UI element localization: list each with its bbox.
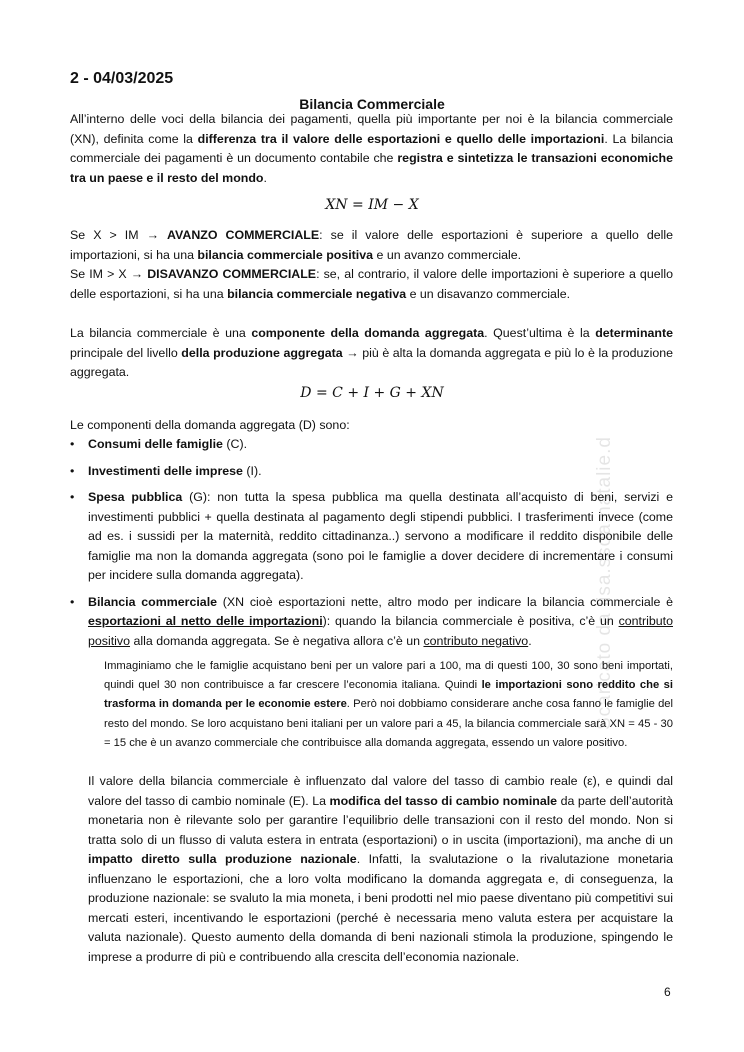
- section-title: Bilancia Commerciale: [299, 96, 445, 112]
- list-item: • Spesa pubblica (G): non tutta la spesa pubblica ma quella destinata all’acquisto di beni, servizi e investimenti pubblici + quella destinata al pagamento degli stipendi pubblici. I trasferimenti invece (come ad es. i sussidi per la maternità, reddito cittadinanza..) servono a modificare il reddito disponibile delle famiglie ma non la domanda aggregata (sono poi le famiglie a dover decidere di incrementare i consumi per incidere sulla domanda aggregata).: [70, 490, 673, 582]
- bullet-icon: •: [70, 437, 75, 451]
- list-item: • Consumi delle famiglie (C).: [70, 435, 673, 455]
- trade-balance-formula: XN = IM − X: [325, 197, 419, 213]
- bullet-icon: •: [70, 463, 75, 478]
- bullet-icon: •: [70, 594, 75, 609]
- exchange-rate-paragraph: Il valore della bilancia commerciale è influenzato dal valore del tasso di cambio reale (ε), e quindi dal valore del tasso di cambio nominale (E). La modifica del tasso di cambio nominale da parte dell’autorità monetaria non è rilevante solo per garantire l’equilibrio delle transazioni con il resto del mondo. Non si tratta solo di un flusso di valuta estera in entrata (esportazioni) o in uscita (importazioni), ma anche di un impatto diretto sulla produzione nazionale. Infatti, la svalutazione o la rivalutazione monetaria influenzano le esportazioni, che a loro volta modificano la domanda aggregata e, di conseguenza, la produzione nazionale: se svaluto la mia moneta, i beni prodotti nel mio paese diventano più competitivi sui mercati esteri, incentivando le esportazioni (perché è necessaria meno valuta estera per acquistare la valuta nazionale). Questo aumento della domanda di beni nazionali stimola la produzione, spingendo le imprese a produrre di più e contribuendo alla crescita dell’economia nazionale.: [88, 774, 673, 964]
- surplus-paragraph: Se X > IM → AVANZO COMMERCIALE: se il valore delle esportazioni è superiore a quello delle importazioni, si ha una bilancia commerciale positiva e un avanzo commerciale.: [70, 228, 674, 262]
- deficit-paragraph: Se IM > X → DISAVANZO COMMERCIALE: se, al contrario, il valore delle importazioni è superiore a quello delle esportazioni, si ha una bilancia commerciale negativa e un disavanzo commerciale.: [70, 267, 673, 301]
- example-paragraph: Immaginiamo che le famiglie acquistano beni per un valore pari a 100, ma di questi 100, 30 sono beni importati, quindi quel 30 non contribuisce a far crescere l’economia italiana. Quindi le importazioni sono reddito che si trasforma in domanda per le economie estere. Però noi dobbiamo considerare anche cosa fanno le famiglie del resto del mondo. Se loro acquistano beni italiani per un valore pari a 45, la bilancia commerciale sarà XN = 45 - 30 = 15 che è un avanzo commerciale che contribuisce alla domanda aggregata, essendo un valore positivo.: [104, 660, 673, 749]
- bullet-icon: •: [70, 490, 75, 504]
- page-number: 6: [664, 985, 671, 999]
- components-intro: Le componenti della domanda aggregata (D) sono:: [70, 418, 350, 432]
- download-watermark: Scaricato da lisa.ssoa.natalie.d: [594, 436, 615, 730]
- aggregate-demand-formula: D = C + I + G + XN: [300, 385, 444, 401]
- lecture-heading: 2 - 04/03/2025: [70, 70, 174, 87]
- list-item: • Bilancia commerciale (XN cioè esportazioni nette, altro modo per indicare la bilancia commerciale è esportazioni al netto delle importazioni): quando la bilancia commerciale è positiva, c’è un contributo positivo alla domanda aggregata. Se è negativa allora c’è un contributo negativo.: [70, 594, 673, 648]
- list-item: • Investimenti delle imprese (I).: [70, 462, 673, 482]
- intro-paragraph: All’interno delle voci della bilancia dei pagamenti, quella più importante per noi è la bilancia commerciale (XN), definita come la differenza tra il valore delle esportazioni e quello delle importazioni. La bilancia commerciale dei pagamenti è un documento contabile che registra e sintetizza le transazioni economiche tra un paese e il resto del mondo.: [70, 112, 673, 185]
- aggregate-demand-paragraph: La bilancia commerciale è una componente della domanda aggregata. Quest’ultima è la determinante principale del livello della produzione aggregata → più è alta la domanda aggregata e più lo è la produzione aggregata.: [70, 326, 673, 379]
- components-list: [70, 435, 673, 658]
